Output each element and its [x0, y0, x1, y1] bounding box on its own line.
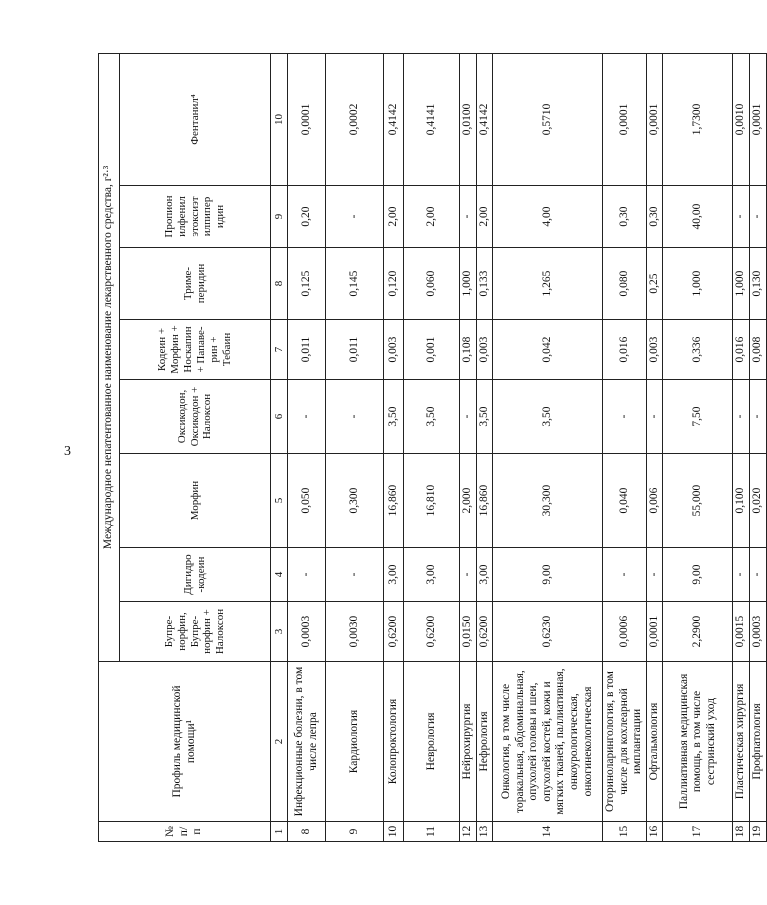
row-value: 0,6230: [493, 602, 603, 662]
table-row: [733, 53, 750, 841]
row-value: 16,860: [476, 454, 493, 548]
row-value: 0,0010: [733, 53, 750, 185]
row-value: 3,50: [493, 380, 603, 454]
row-value: 0,0015: [733, 602, 750, 662]
row-value: 0,050: [288, 454, 326, 548]
row-profile: Нейрохирургия: [460, 662, 477, 822]
row-value: -: [733, 548, 750, 602]
row-value: 0,20: [288, 186, 326, 248]
row-value: 0,016: [733, 320, 750, 380]
row-value: 0,336: [663, 320, 733, 380]
row-value: 0,001: [404, 320, 460, 380]
row-value: 2,00: [476, 186, 493, 248]
row-value: -: [733, 186, 750, 248]
row-value: 0,133: [476, 248, 493, 320]
table-row: [384, 53, 404, 841]
row-value: 1,265: [493, 248, 603, 320]
row-value: 1,000: [460, 248, 477, 320]
row-profile: Инфекционные болезни, в том числе лепра: [288, 662, 326, 822]
row-value: -: [460, 186, 477, 248]
row-value: 0,003: [646, 320, 663, 380]
row-value: 0,30: [603, 186, 647, 248]
header-drug: Бупре-норфин, Бупре-норфин + Налоксон: [120, 602, 271, 662]
row-number: 14: [493, 822, 603, 842]
header-drug: Триме-перидин: [120, 248, 271, 320]
column-number: 9: [271, 186, 288, 248]
table-body: [288, 53, 767, 841]
header-drug: Дигидро -кодеин: [120, 548, 271, 602]
row-value: -: [646, 380, 663, 454]
page-number: 3: [64, 444, 71, 459]
header-num: № п/п: [99, 822, 271, 842]
row-value: 0,30: [646, 186, 663, 248]
row-value: 2,00: [404, 186, 460, 248]
row-value: 4,00: [493, 186, 603, 248]
header-drug: Пропион илфенил этоксиэт илпипер идин: [120, 186, 271, 248]
row-value: 0,0030: [326, 602, 384, 662]
row-value: 0,300: [326, 454, 384, 548]
table-row: [476, 53, 493, 841]
row-value: 3,50: [384, 380, 404, 454]
row-value: -: [749, 186, 766, 248]
table-row: [404, 53, 460, 841]
drug-norms-table: [98, 53, 767, 842]
row-value: 0,040: [603, 454, 647, 548]
row-value: 0,25: [646, 248, 663, 320]
row-value: 2,000: [460, 454, 477, 548]
row-profile: Онкология, в том числе торакальная, абдоминальная, опухолей головы и шеи, опухолей костей, кожи и мягких тканей, паллиативная, онкоурологическая, онкогинекологическая: [493, 662, 603, 822]
row-number: 12: [460, 822, 477, 842]
column-number: 10: [271, 53, 288, 185]
row-value: 3,50: [404, 380, 460, 454]
row-value: 16,860: [384, 454, 404, 548]
header-drug: Кодеин + Морфин + Носкапин + Папаве-рин + Тебаин: [120, 320, 271, 380]
row-value: 0,042: [493, 320, 603, 380]
row-value: 0,0003: [288, 602, 326, 662]
row-value: 0,006: [646, 454, 663, 548]
row-profile: Оториноларингология, в том числе для кохлеарной имплантации: [603, 662, 647, 822]
row-value: 0,5710: [493, 53, 603, 185]
column-number: 5: [271, 454, 288, 548]
row-value: -: [326, 186, 384, 248]
row-value: 1,7300: [663, 53, 733, 185]
row-value: 0,008: [749, 320, 766, 380]
row-number: 18: [733, 822, 750, 842]
table-row: [326, 53, 384, 841]
table-row: [603, 53, 647, 841]
row-value: 2,2900: [663, 602, 733, 662]
column-number: 1: [271, 822, 288, 842]
row-value: 9,00: [663, 548, 733, 602]
row-value: 0,6200: [476, 602, 493, 662]
row-value: 0,108: [460, 320, 477, 380]
column-number: 7: [271, 320, 288, 380]
row-value: 0,0100: [460, 53, 477, 185]
row-number: 13: [476, 822, 493, 842]
rotated-table-container: [98, 54, 763, 842]
row-number: 16: [646, 822, 663, 842]
row-value: -: [326, 380, 384, 454]
header-drug: Оксикодон, Оксикодон + Налоксон: [120, 380, 271, 454]
row-value: 0,003: [476, 320, 493, 380]
row-value: 0,020: [749, 454, 766, 548]
row-value: 0,120: [384, 248, 404, 320]
table-row: [646, 53, 663, 841]
row-value: 0,016: [603, 320, 647, 380]
row-value: 0,003: [384, 320, 404, 380]
row-value: 0,6200: [404, 602, 460, 662]
row-value: -: [460, 380, 477, 454]
header-group-title: Международное непатентованное наименование лекарственного средства, г²·³: [99, 53, 120, 661]
row-value: -: [603, 380, 647, 454]
column-number: 8: [271, 248, 288, 320]
row-number: 15: [603, 822, 647, 842]
row-number: 11: [404, 822, 460, 842]
row-number: 8: [288, 822, 326, 842]
row-value: 0,6200: [384, 602, 404, 662]
row-value: 0,0150: [460, 602, 477, 662]
row-value: 0,0001: [603, 53, 647, 185]
row-value: 0,011: [288, 320, 326, 380]
row-value: 3,00: [476, 548, 493, 602]
row-profile: Неврология: [404, 662, 460, 822]
table-row: [460, 53, 477, 841]
row-value: -: [460, 548, 477, 602]
column-number: 4: [271, 548, 288, 602]
row-value: 0,100: [733, 454, 750, 548]
row-value: 40,00: [663, 186, 733, 248]
row-number: 19: [749, 822, 766, 842]
row-value: 0,130: [749, 248, 766, 320]
row-value: 0,145: [326, 248, 384, 320]
row-profile: Колопроктология: [384, 662, 404, 822]
row-value: 0,080: [603, 248, 647, 320]
row-value: 0,0006: [603, 602, 647, 662]
row-value: 3,00: [404, 548, 460, 602]
row-profile: Нефрология: [476, 662, 493, 822]
row-profile: Офтальмология: [646, 662, 663, 822]
row-value: 0,011: [326, 320, 384, 380]
row-value: -: [288, 548, 326, 602]
table-row: [749, 53, 766, 841]
row-profile: Пластическая хирургия: [733, 662, 750, 822]
row-profile: Кардиология: [326, 662, 384, 822]
row-number: 10: [384, 822, 404, 842]
row-value: 1,000: [733, 248, 750, 320]
header-drug: Фентанил⁴: [120, 53, 271, 185]
column-number: 3: [271, 602, 288, 662]
row-value: -: [603, 548, 647, 602]
row-value: -: [749, 380, 766, 454]
row-value: 0,0002: [326, 53, 384, 185]
row-value: 0,0001: [288, 53, 326, 185]
table-row: [288, 53, 326, 841]
table-row: [493, 53, 603, 841]
row-value: 0,0001: [646, 53, 663, 185]
header-drug: Морфин: [120, 454, 271, 548]
row-value: -: [288, 380, 326, 454]
row-value: -: [749, 548, 766, 602]
row-value: 55,000: [663, 454, 733, 548]
row-value: -: [326, 548, 384, 602]
row-value: 0,0001: [646, 602, 663, 662]
row-value: 0,060: [404, 248, 460, 320]
header-profile: Профиль медицинской помощи¹: [99, 662, 271, 822]
row-value: 7,50: [663, 380, 733, 454]
row-value: 16,810: [404, 454, 460, 548]
row-profile: Профпатология: [749, 662, 766, 822]
column-number: 2: [271, 662, 288, 822]
row-number: 17: [663, 822, 733, 842]
table-row: [663, 53, 733, 841]
row-number: 9: [326, 822, 384, 842]
row-value: 3,50: [476, 380, 493, 454]
row-value: -: [646, 548, 663, 602]
row-value: 0,0003: [749, 602, 766, 662]
row-value: 2,00: [384, 186, 404, 248]
row-profile: Паллиативная медицинская помощь, в том числе сестринский уход: [663, 662, 733, 822]
row-value: 30,300: [493, 454, 603, 548]
row-value: 0,125: [288, 248, 326, 320]
row-value: 9,00: [493, 548, 603, 602]
row-value: 0,0001: [749, 53, 766, 185]
row-value: 0,4141: [404, 53, 460, 185]
row-value: 3,00: [384, 548, 404, 602]
row-value: -: [733, 380, 750, 454]
column-number: 6: [271, 380, 288, 454]
row-value: 0,4142: [476, 53, 493, 185]
row-value: 0,4142: [384, 53, 404, 185]
row-value: 1,000: [663, 248, 733, 320]
